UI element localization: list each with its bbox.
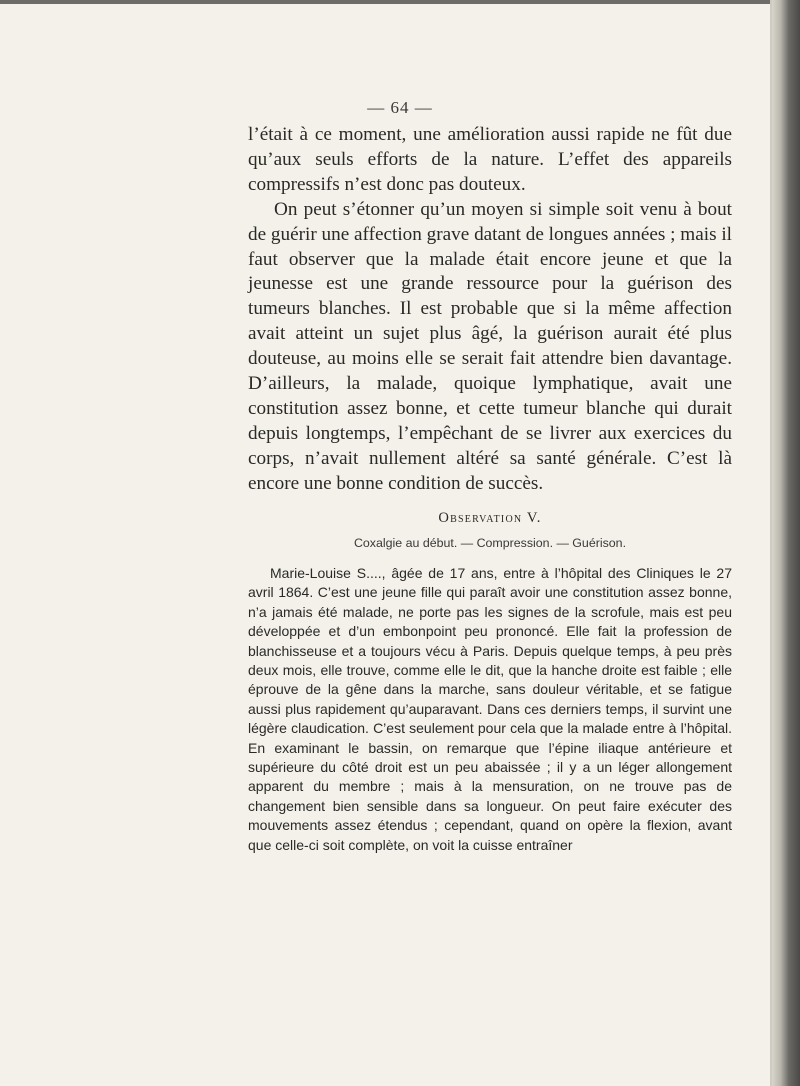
scan-top-edge: [0, 0, 800, 4]
observation-title: Observation V.: [438, 510, 542, 526]
body-paragraph: On peut s’étonner qu’un moyen si simple soit venu à bout de guérir une affection grave datant de longues années ; mais il faut observer que la malade était encore jeune et que la jeunesse est une grande ressource pour la guérison des tumeurs blanches. Il est probable que si la même affection avait atteint un sujet plus âgé, la guérison aurait été plus douteuse, au moins elle se serait fait attendre bien davantage. D’ailleurs, la malade, quoique lymphatique, avait une constitution assez bonne, et cette tumeur blanche qui durait depuis longtemps, l’empêchant de se livrer aux exercices du corps, n’avait nullement altéré sa santé générale. C’est là encore une bonne condition de succès.: [248, 198, 732, 494]
observation-paragraph: Marie-Louise S...., âgée de 17 ans, entre à l’hôpital des Cliniques le 27 avril 1864. C’est une jeune fille qui paraît avoir une constitution assez bonne, n’a jamais été malade, ne porte pas les signes de la scrofule, mais est peu développée et d’un embonpoint peu prononcé. Elle fait la profession de blanchisseuse et a toujours vécu à Paris. Depuis quelque temps, à peu près deux mois, elle trouve, comme elle le dit, que la hanche droite est faible ; elle éprouve de la gêne dans la marche, sans douleur véritable, et se fatigue aussi plus rapidement qu’auparavant. Dans ces derniers temps, il survint une légère claudication. C’est seulement pour cela que la malade entre à l’hôpital. En examinant le bassin, on remarque que l’épine iliaque antérieure et supérieure du côté droit est un peu abaissée ; il y a un léger allongement apparent du membre ; mais à la mensuration, on ne trouve pas de changement bien sensible dans sa longueur. On peut faire exécuter des mouvements assez étendus ; cependant, quand on opère la flexion, avant que celle-ci soit complète, on voit la cuisse entraîner: [248, 565, 732, 853]
page-number: — 64 —: [367, 98, 433, 117]
body-paragraph: l’était à ce moment, une amélioration aussi rapide ne fût due qu’aux seuls efforts de la nature. L’effet des appareils compressifs n’est donc pas douteux.: [248, 124, 732, 195]
body-text: [248, 123, 732, 497]
observation-text: [248, 564, 732, 855]
observation-subtitle: Coxalgie au début. — Compression. — Guérison.: [353, 536, 627, 550]
